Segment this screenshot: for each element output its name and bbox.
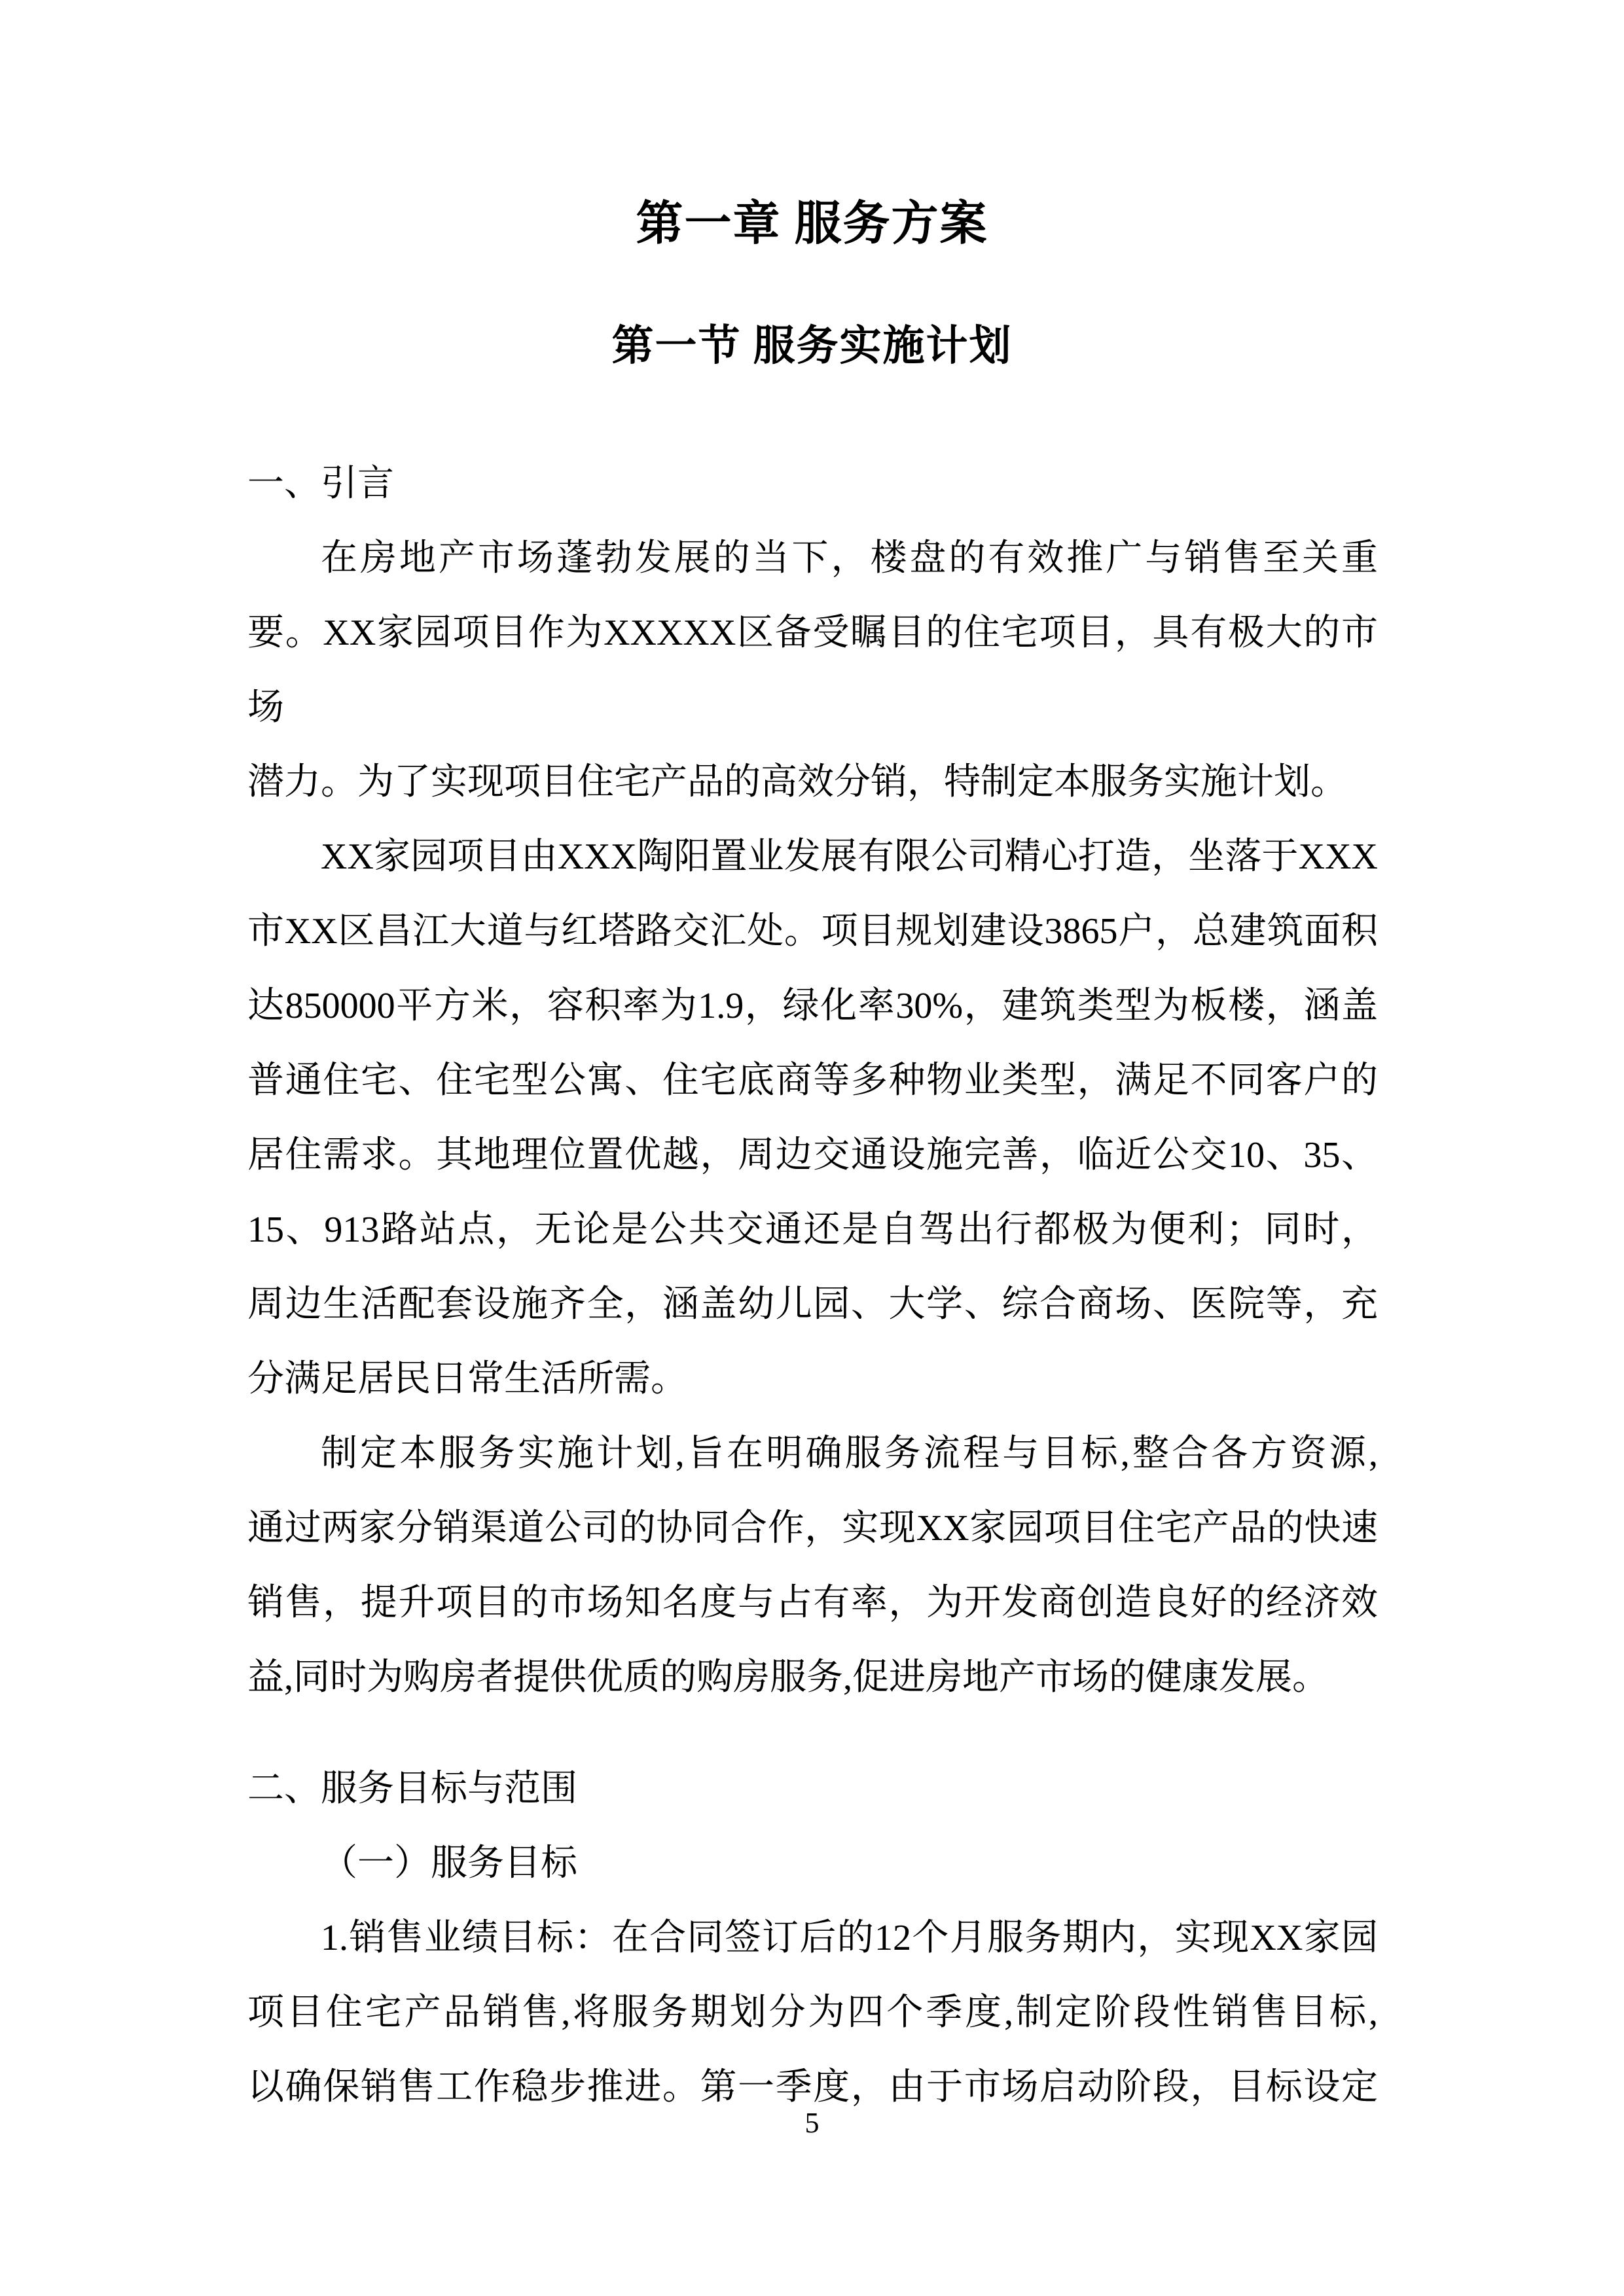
body-line: 市XX区昌江大道与红塔路交汇处。项目规划建设3865户，总建筑面积 xyxy=(247,911,1378,952)
body-line: 制定本服务实施计划,旨在明确服务流程与目标,整合各方资源, xyxy=(321,1433,1378,1474)
heading-service-goals: （一）服务目标 xyxy=(321,1843,577,1884)
body-line: 分满足居民日常生活所需。 xyxy=(247,1359,687,1399)
body-line: 以确保销售工作稳步推进。第一季度，由于市场启动阶段，目标设定 xyxy=(247,2067,1378,2108)
body-line: 周边生活配套设施齐全，涵盖幼儿园、大学、综合商场、医院等，充 xyxy=(247,1284,1378,1325)
chapter-title: 第一章 服务方案 xyxy=(636,198,988,250)
body-line: 普通住宅、住宅型公寓、住宅底商等多种物业类型，满足不同客户的 xyxy=(247,1060,1378,1101)
body-line: 在房地产市场蓬勃发展的当下，楼盘的有效推广与销售至关重 xyxy=(321,538,1378,579)
heading-goals-and-scope: 二、服务目标与范围 xyxy=(247,1768,577,1809)
body-line: 居住需求。其地理位置优越，周边交通设施完善，临近公交10、35、 xyxy=(247,1135,1378,1175)
body-line: 达850000平方米，容积率为1.9，绿化率30%，建筑类型为板楼，涵盖 xyxy=(247,986,1378,1026)
body-line: 销售，提升项目的市场知名度与占有率，为开发商创造良好的经济效 xyxy=(247,1583,1378,1623)
body-line: 潜力。为了实现项目住宅产品的高效分销，特制定本服务实施计划。 xyxy=(247,762,1347,802)
body-text xyxy=(247,446,1378,2125)
body-line: 通过两家分销渠道公司的协同合作，实现XX家园项目住宅产品的快速 xyxy=(247,1508,1378,1549)
section-title: 第一节 服务实施计划 xyxy=(611,323,1013,369)
heading-introduction: 一、引言 xyxy=(247,463,394,504)
body-line: XX家园项目由XXX陶阳置业发展有限公司精心打造，坐落于XXX xyxy=(321,836,1378,877)
body-line: 益,同时为购房者提供优质的购房服务,促进房地产市场的健康发展。 xyxy=(247,1657,1329,1698)
body-line: 1.销售业绩目标：在合同签订后的12个月服务期内，实现XX家园 xyxy=(321,1918,1378,1958)
body-line: 15、913路站点，无论是公共交通还是自驾出行都极为便利；同时， xyxy=(247,1210,1378,1250)
body-line: 要。XX家园项目作为XXXXX区备受瞩目的住宅项目，具有极大的市场 xyxy=(247,613,1378,728)
body-line: 项目住宅产品销售,将服务期划分为四个季度,制定阶段性销售目标, xyxy=(247,1992,1378,2033)
page-number: 5 xyxy=(804,2107,820,2139)
